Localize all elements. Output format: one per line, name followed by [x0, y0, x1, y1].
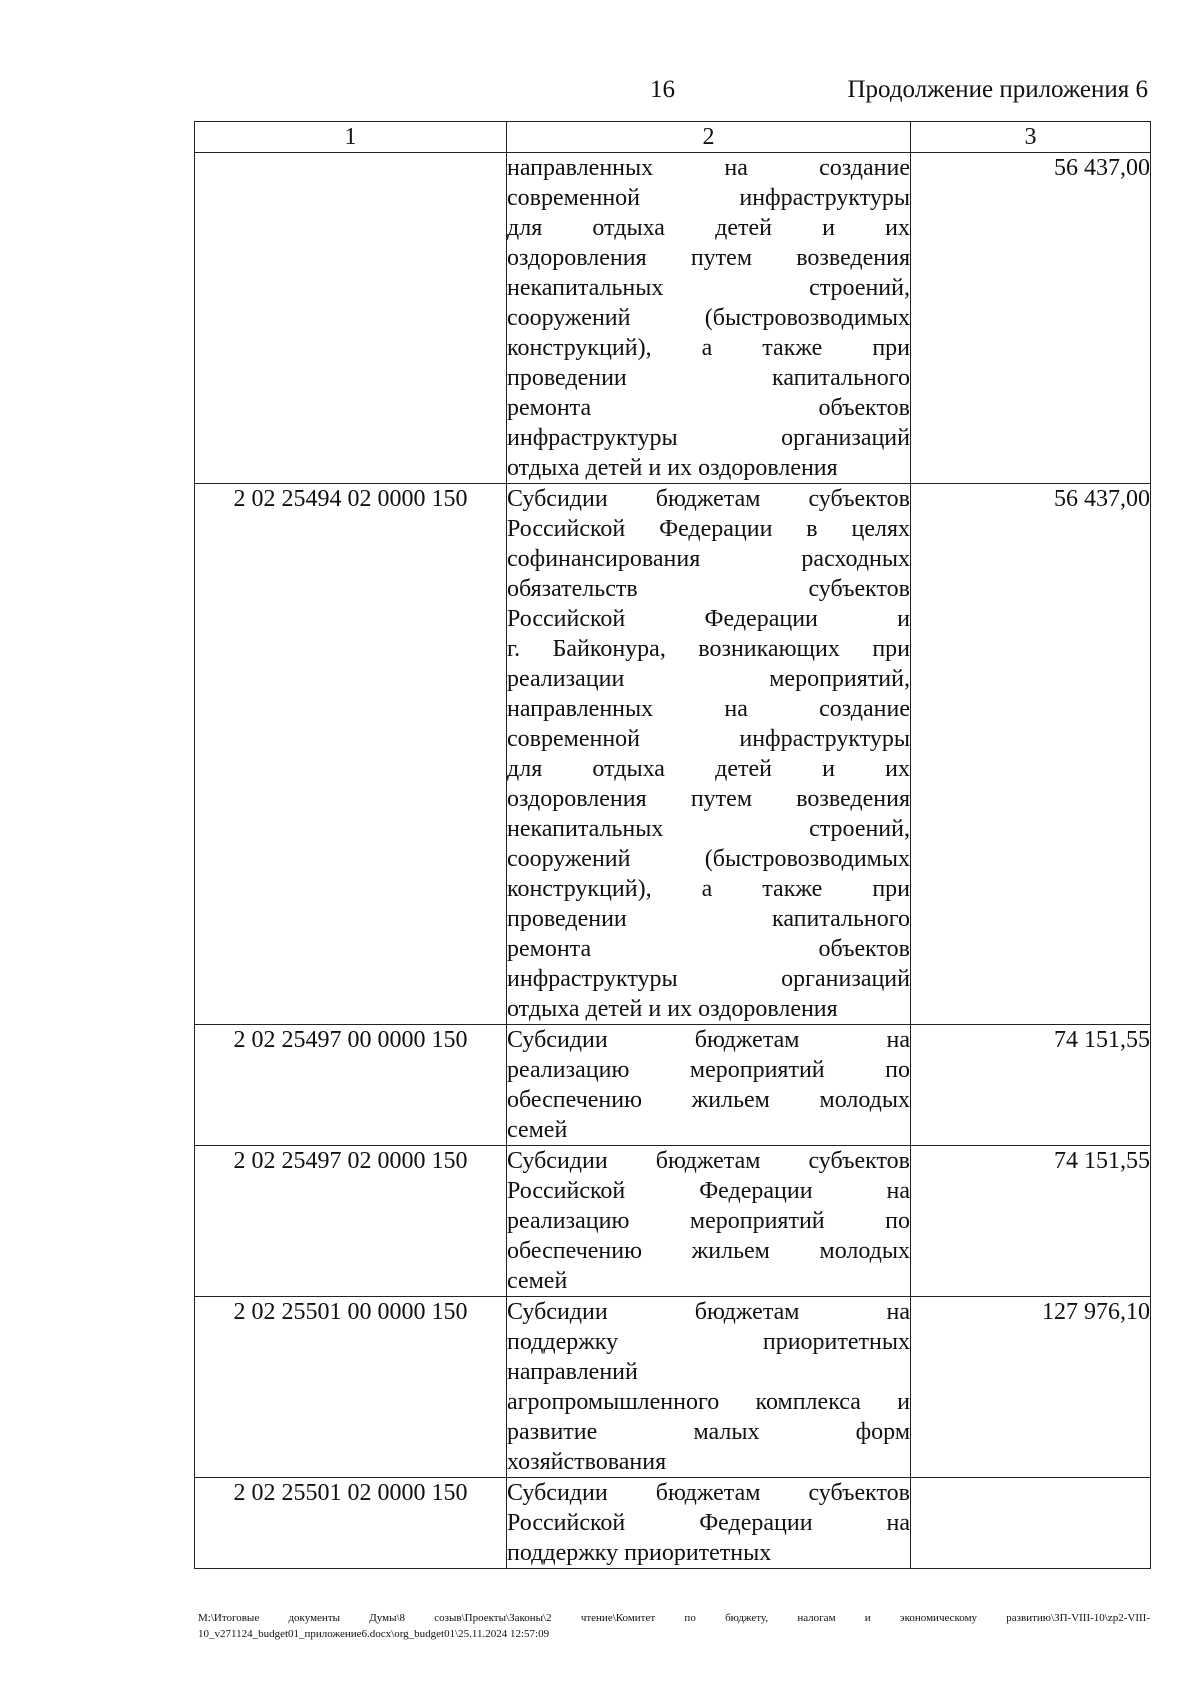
income-code-cell: 2 02 25497 02 0000 150 [195, 1146, 507, 1297]
description-line: софинансирования расходных [507, 546, 910, 572]
appendix-continuation-title: Продолжение приложения 6 [847, 76, 1148, 103]
description-line: Российской Федерации и [507, 606, 910, 632]
table-header-row [195, 122, 1151, 153]
description-line: реализацию мероприятий по [507, 1208, 910, 1234]
description-line: Субсидии бюджетам субъектов [507, 1480, 910, 1506]
description-line: Российской Федерации на [507, 1510, 910, 1536]
amount-cell: 74 151,55 [911, 1025, 1151, 1146]
page-number: 16 [650, 76, 675, 103]
income-code-cell: 2 02 25501 02 0000 150 [195, 1478, 507, 1569]
table-row [195, 153, 1151, 484]
table-row [195, 1146, 1151, 1297]
income-code-cell [195, 153, 507, 484]
description-line: хозяйствования [507, 1449, 667, 1475]
description-line: сооружений (быстровозводимых [507, 846, 910, 872]
description-line: агропромышленного комплекса и [507, 1389, 910, 1415]
description-line: семей [507, 1117, 568, 1143]
amount-cell: 56 437,00 [911, 153, 1151, 484]
description-line: Субсидии бюджетам на [507, 1027, 910, 1053]
description-line: реализации мероприятий, [507, 666, 910, 692]
table-row [195, 1297, 1151, 1478]
description-line: конструкций), а также при [507, 876, 910, 902]
description-line: Субсидии бюджетам субъектов [507, 486, 910, 512]
description-line: Субсидии бюджетам субъектов [507, 1148, 910, 1174]
amount-cell: 127 976,10 [911, 1297, 1151, 1478]
income-code-cell: 2 02 25501 00 0000 150 [195, 1297, 507, 1478]
description-line: Российской Федерации в целях [507, 516, 910, 542]
description-line: развитие малых форм [507, 1419, 910, 1445]
description-line: Субсидии бюджетам на [507, 1299, 910, 1325]
description-line: реализацию мероприятий по [507, 1057, 910, 1083]
description-line: проведении капитального [507, 906, 910, 932]
description-line: сооружений (быстровозводимых [507, 305, 910, 331]
income-description-cell [507, 1297, 911, 1478]
description-line: некапитальных строений, [507, 816, 910, 842]
description-line: отдыха детей и их оздоровления [507, 996, 838, 1022]
budget-table-body [195, 122, 1151, 1569]
budget-table [194, 121, 1151, 1569]
description-line: отдыха детей и их оздоровления [507, 455, 838, 481]
description-line: семей [507, 1268, 568, 1294]
description-line: для отдыха детей и их [507, 756, 910, 782]
description-line: г. Байконура, возникающих при [507, 636, 910, 662]
description-line: оздоровления путем возведения [507, 245, 910, 271]
table-row [195, 1025, 1151, 1146]
description-line: направлений [507, 1359, 638, 1385]
description-line: ремонта объектов [507, 936, 910, 962]
description-line: оздоровления путем возведения [507, 786, 910, 812]
description-line: инфраструктуры организаций [507, 425, 910, 451]
description-line: современной инфраструктуры [507, 726, 910, 752]
income-code-cell: 2 02 25497 00 0000 150 [195, 1025, 507, 1146]
column-header-1: 1 [195, 122, 507, 153]
description-line: некапитальных строений, [507, 275, 910, 301]
income-description-cell [507, 153, 911, 484]
description-line: современной инфраструктуры [507, 185, 910, 211]
income-description-cell [507, 1025, 911, 1146]
description-line: поддержку приоритетных [507, 1329, 910, 1355]
income-description-cell [507, 1146, 911, 1297]
file-path-footer: M:\Итоговые документы Думы\8 созыв\Проекты\Законы\2 чтение\Комитет по бюджету, налогам и экономическому развитию\ЗП-VIII-10\zp2-VIII-10_v271124_budget01_приложение6.docx\org_budget01\25.11.2024 12:57:09 [198, 1612, 1150, 1640]
description-line: инфраструктуры организаций [507, 966, 910, 992]
amount-cell: 74 151,55 [911, 1146, 1151, 1297]
amount-cell [911, 1478, 1151, 1569]
description-line: проведении капитального [507, 365, 910, 391]
table-row [195, 1478, 1151, 1569]
description-line: направленных на создание [507, 155, 910, 181]
description-line: направленных на создание [507, 696, 910, 722]
description-line: обязательств субъектов [507, 576, 910, 602]
description-line: поддержку приоритетных [507, 1540, 772, 1566]
column-header-3: 3 [911, 122, 1151, 153]
income-code-cell: 2 02 25494 02 0000 150 [195, 484, 507, 1025]
table-row [195, 484, 1151, 1025]
description-line: обеспечению жильем молодых [507, 1087, 910, 1113]
description-line: для отдыха детей и их [507, 215, 910, 241]
amount-cell: 56 437,00 [911, 484, 1151, 1025]
income-description-cell [507, 1478, 911, 1569]
description-line: обеспечению жильем молодых [507, 1238, 910, 1264]
column-header-2: 2 [507, 122, 911, 153]
description-line: Российской Федерации на [507, 1178, 910, 1204]
description-line: ремонта объектов [507, 395, 910, 421]
income-description-cell [507, 484, 911, 1025]
description-line: конструкций), а также при [507, 335, 910, 361]
